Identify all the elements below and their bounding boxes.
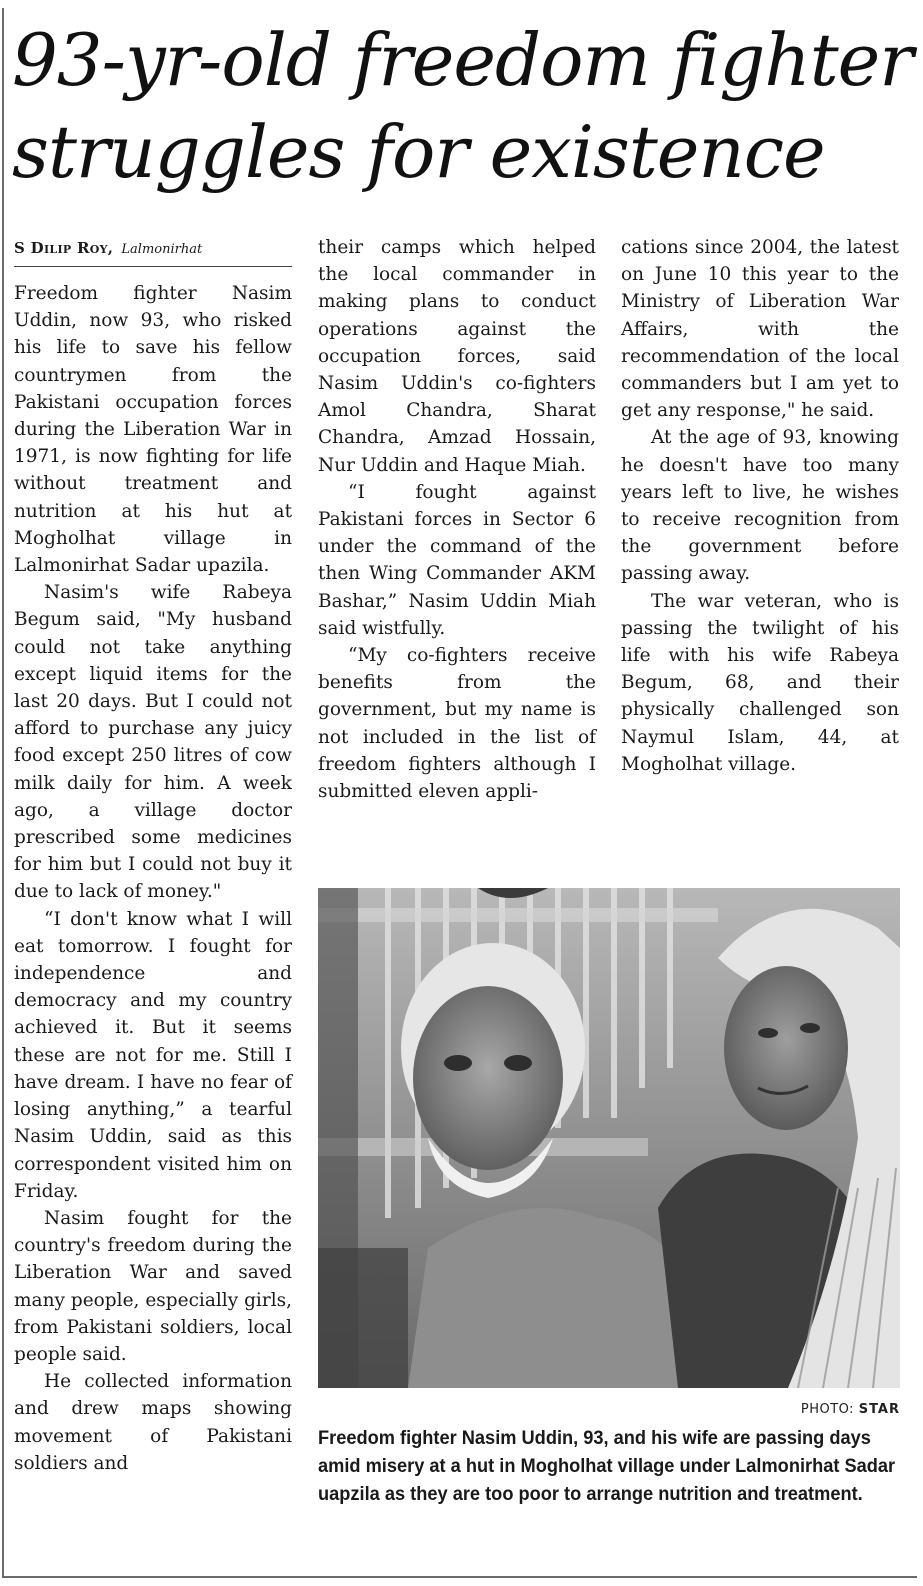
article-paragraph: At the age of 93, knowing he doesn't have too many years left to live, he wishes to receive recognition from the government before passing away. <box>621 427 899 585</box>
article-column-3 <box>621 234 899 778</box>
article-paragraph: Freedom fighter Nasim Uddin, now 93, who risked his life to save his fellow countrymen from the Pakistani occupation forces during the Liberation War in 1971, is now fighting for life without treatment and nutrition at his hut at Mogholhat village in Lalmonirhat Sadar upazila. <box>14 283 292 577</box>
article-column-1 <box>14 280 292 1477</box>
article-paragraph: their camps which helped the local commander in making plans to conduct operations against the occupation forces, said Nasim Uddin's co-fighters Amol Chandra, Sharat Chandra, Amzad Hossain, Nur Uddin and Haque Miah. <box>318 237 596 476</box>
photo-credit-label: PHOTO: <box>800 1402 855 1417</box>
headline-line-1: 93-yr-old freedom fighter <box>12 18 913 102</box>
article-paragraph: Nasim fought for the country's freedom during the Liberation War and saved many people, especially girls, from Pakistani soldiers, local people said. <box>14 1207 292 1365</box>
article-paragraph: “I fought against Pakistani forces in Sector 6 under the command of the then Wing Commander AKM Bashar,” Nasim Uddin Miah said wistfully. <box>318 481 596 639</box>
photo-caption: Freedom fighter Nasim Uddin, 93, and his wife are passing days amid misery at a hut in Mogholhat village under Lalmonirhat Sadar uapzila as they are too poor to arrange nutrition and treatment. <box>318 1427 896 1505</box>
article-column-2 <box>318 234 596 805</box>
news-photo <box>318 888 900 1388</box>
article-paragraph: Nasim's wife Rabeya Begum said, "My husband could not take anything except liquid items for the last 20 days. But I could not afford to purchase any juicy food except 250 litres of cow milk daily for him. A week ago, a village doctor prescribed some medicines for him but I could not buy it due to lack of money." <box>14 582 292 903</box>
article-paragraph: “I don't know what I will eat tomorrow. I fought for independence and democracy and my country achieved it. But it seems these are not for me. Still I have dream. I have no fear of losing anything,” a tearful Nasim Uddin, said as this correspondent visited him on Friday. <box>14 908 292 1202</box>
column-rule <box>2 8 4 1578</box>
article-paragraph: The war veteran, who is passing the twilight of his life with his wife Rabeya Begum, 68, and their physically challenged son Naymul Islam, 44, at Mogholhat village. <box>621 590 899 775</box>
headline-line-2: struggles for existence <box>12 110 825 194</box>
byline-author: S Dilip Roy, <box>14 239 114 257</box>
byline <box>14 238 292 267</box>
article-paragraph: He collected information and drew maps showing movement of Pakistani soldiers and <box>14 1371 292 1474</box>
photo-credit-source: STAR <box>858 1402 900 1417</box>
byline-place: Lalmonirhat <box>121 242 203 257</box>
photo-illustration <box>318 888 900 1388</box>
photo-credit <box>700 1402 900 1417</box>
headline <box>12 14 912 198</box>
article-paragraph: “My co-fighters receive benefits from the government, but my name is not included in the list of freedom fighters although I submitted eleven appli- <box>318 645 596 803</box>
article-paragraph: cations since 2004, the latest on June 10 this year to the Ministry of Liberation War Affairs, with the recommendation of the local commanders but I am yet to get any response," he said. <box>621 237 899 422</box>
bottom-rule <box>2 1576 917 1578</box>
